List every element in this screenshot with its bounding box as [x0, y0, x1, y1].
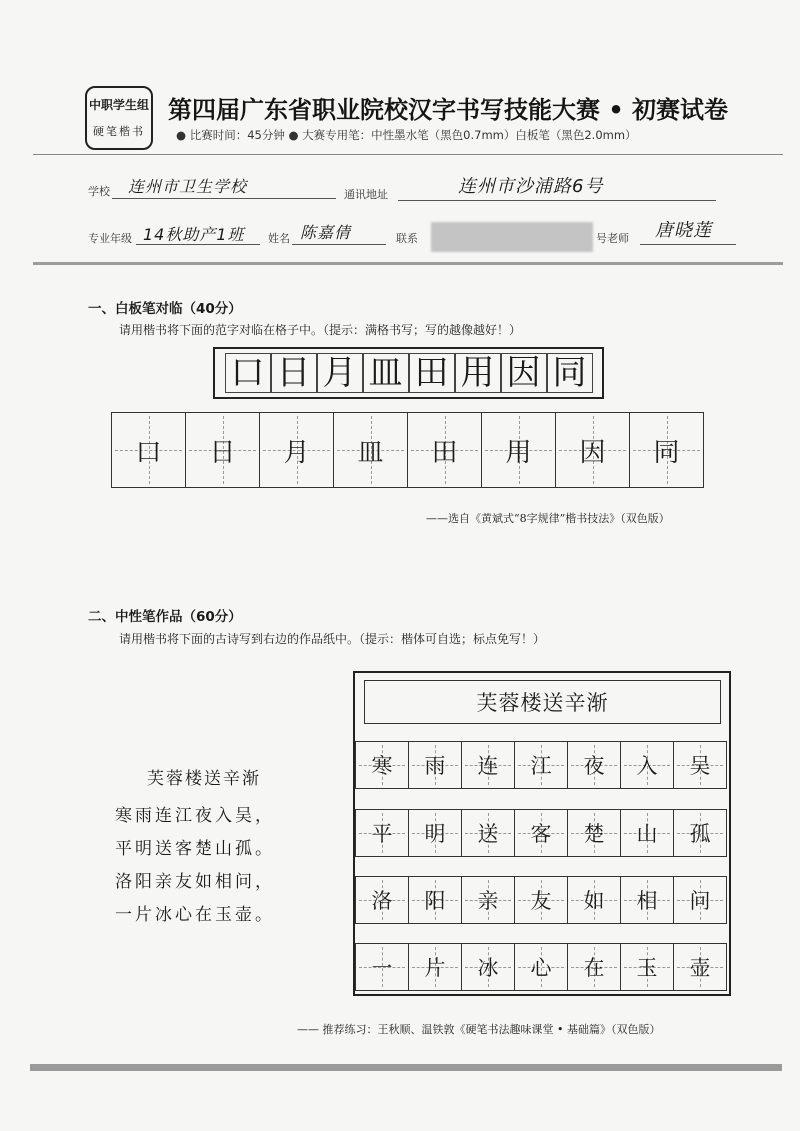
- exam-subtitle: ● 比赛时间：45分钟 ● 大赛专用笔：中性墨水笔（黑色0.7mm）白板笔（黑色2.0mm）: [176, 128, 637, 142]
- grid-char: 夜: [583, 754, 605, 778]
- major-label: 专业年级: [88, 232, 132, 245]
- section2-title: 二、中性笔作品（60分）: [88, 609, 242, 625]
- grid-cell: [355, 876, 409, 924]
- redacted-contact: [431, 222, 593, 252]
- form-divider: [33, 262, 783, 265]
- grid-cell: [567, 741, 621, 789]
- grid-cell: [461, 943, 515, 991]
- grid-char: 阳: [424, 889, 446, 913]
- practice-cell: [407, 412, 482, 488]
- major-value: 14秋助产1班: [143, 225, 245, 244]
- address-value: 连州市沙浦路6号: [458, 176, 604, 197]
- model-char: 日: [271, 353, 317, 393]
- teacher-underline: [640, 244, 736, 245]
- bottom-border: [30, 1064, 782, 1071]
- grid-char: 寒: [371, 754, 393, 778]
- practice-cell: [333, 412, 408, 488]
- grid-cell: [620, 741, 674, 789]
- grid-cell: [408, 809, 462, 857]
- grid-char: 明: [424, 822, 446, 846]
- grid-char: 山: [636, 822, 658, 846]
- grid-char: 洛: [371, 889, 393, 913]
- school-label: 学校: [88, 185, 110, 198]
- model-characters-strip: [213, 347, 604, 399]
- paper-title: 芙蓉楼送辛渐: [364, 680, 721, 724]
- grid-cell: [461, 809, 515, 857]
- section2-instruction: 请用楷书将下面的古诗写到右边的作品纸中。（提示：楷体可自选；标点免写！）: [119, 632, 546, 646]
- practice-char: 同: [653, 437, 680, 468]
- poem-line: 平明送客楚山孤。: [115, 839, 275, 859]
- header-divider: [33, 154, 783, 155]
- grid-cell: [514, 943, 568, 991]
- grid-cell: [620, 876, 674, 924]
- practice-char: 日: [209, 437, 236, 468]
- grid-char: 江: [530, 754, 552, 778]
- grid-char: 片: [424, 956, 446, 980]
- grid-cell: [620, 943, 674, 991]
- school-value: 连州市卫生学校: [128, 177, 248, 196]
- grid-char: 亲: [477, 889, 499, 913]
- poem-line: 洛阳亲友如相问，: [115, 872, 275, 892]
- practice-cell: [555, 412, 630, 488]
- category-stamp: [85, 86, 153, 150]
- grid-cell: [514, 876, 568, 924]
- practice-cell: [629, 412, 704, 488]
- grid-cell: [620, 809, 674, 857]
- grid-char: 楚: [583, 822, 605, 846]
- poem-line: 一片冰心在玉壶。: [115, 905, 275, 925]
- grid-char: 连: [477, 754, 499, 778]
- teacher-value: 唐晓莲: [655, 220, 712, 241]
- name-underline: [292, 244, 386, 245]
- grid-cell: [567, 809, 621, 857]
- grid-cell: [461, 876, 515, 924]
- grid-char: 雨: [424, 754, 446, 778]
- practice-cell: [111, 412, 186, 488]
- stamp-style-text: 硬笔楷书: [93, 125, 145, 138]
- model-char: 同: [547, 353, 593, 393]
- major-underline: [136, 244, 260, 245]
- grid-cell: [514, 809, 568, 857]
- practice-char: 田: [431, 437, 458, 468]
- practice-char: 月: [283, 437, 310, 468]
- calligraphy-grid-row: [355, 876, 726, 924]
- grid-char: 平: [371, 822, 393, 846]
- section1-credit: ——选自《黄斌式“8字规律”楷书技法》（双色版）: [426, 512, 670, 525]
- name-value: 陈嘉倩: [300, 223, 352, 242]
- practice-char: 皿: [357, 437, 384, 468]
- practice-char: 因: [579, 437, 606, 468]
- model-char: 因: [501, 353, 547, 393]
- grid-cell: [567, 876, 621, 924]
- grid-cell: [514, 741, 568, 789]
- grid-cell: [355, 943, 409, 991]
- calligraphy-grid-row: [355, 741, 726, 789]
- grid-char: 相: [636, 889, 658, 913]
- practice-cell: [259, 412, 334, 488]
- grid-cell: [408, 741, 462, 789]
- grid-char: 吴: [689, 754, 711, 778]
- poem-title: 芙蓉楼送辛渐: [147, 769, 261, 789]
- exam-title: 第四届广东省职业院校汉字书写技能大赛 • 初赛试卷: [168, 96, 729, 124]
- grid-char: 客: [530, 822, 552, 846]
- grid-char: 壶: [689, 956, 711, 980]
- grid-char: 一: [371, 956, 393, 980]
- model-char: 用: [455, 353, 501, 393]
- section1-instruction: 请用楷书将下面的范字对临在格子中。（提示：满格书写；写的越像越好！）: [119, 323, 522, 337]
- grid-char: 送: [477, 822, 499, 846]
- grid-char: 玉: [636, 956, 658, 980]
- practice-cell: [481, 412, 556, 488]
- grid-char: 心: [530, 956, 552, 980]
- poem-line: 寒雨连江夜入吴，: [115, 806, 275, 826]
- grid-cell: [673, 876, 727, 924]
- name-label: 姓名: [268, 232, 290, 245]
- practice-cell: [185, 412, 260, 488]
- grid-cell: [673, 741, 727, 789]
- grid-cell: [461, 741, 515, 789]
- grid-char: 如: [583, 889, 605, 913]
- grid-cell: [408, 876, 462, 924]
- grid-cell: [673, 943, 727, 991]
- grid-char: 冰: [477, 956, 499, 980]
- grid-char: 在: [583, 956, 605, 980]
- contact-label: 联系: [396, 232, 418, 245]
- grid-cell: [567, 943, 621, 991]
- section2-credit: —— 推荐练习：王秋顺、温铁敦《硬笔书法趣味课堂 • 基础篇》（双色版）: [297, 1023, 661, 1036]
- practice-char: 口: [135, 437, 162, 468]
- model-char: 皿: [363, 353, 409, 393]
- section1-title: 一、白板笔对临（40分）: [88, 301, 242, 317]
- grid-cell: [408, 943, 462, 991]
- grid-cell: [355, 809, 409, 857]
- calligraphy-grid-row: [355, 943, 726, 991]
- grid-char: 孤: [689, 822, 711, 846]
- calligraphy-grid-row: [355, 809, 726, 857]
- grid-char: 入: [636, 754, 658, 778]
- model-char: 田: [409, 353, 455, 393]
- model-char: 月: [317, 353, 363, 393]
- grid-cell: [673, 809, 727, 857]
- teacher-label: 号老师: [596, 232, 629, 245]
- stamp-group-text: 中职学生组: [88, 98, 149, 112]
- model-char: 口: [225, 353, 271, 393]
- school-underline: [112, 198, 336, 199]
- whiteboard-practice-grid: [111, 412, 703, 488]
- address-label: 通讯地址: [344, 188, 388, 201]
- grid-char: 问: [689, 889, 711, 913]
- grid-cell: [355, 741, 409, 789]
- grid-char: 友: [530, 889, 552, 913]
- practice-char: 用: [505, 437, 532, 468]
- address-underline: [398, 200, 716, 201]
